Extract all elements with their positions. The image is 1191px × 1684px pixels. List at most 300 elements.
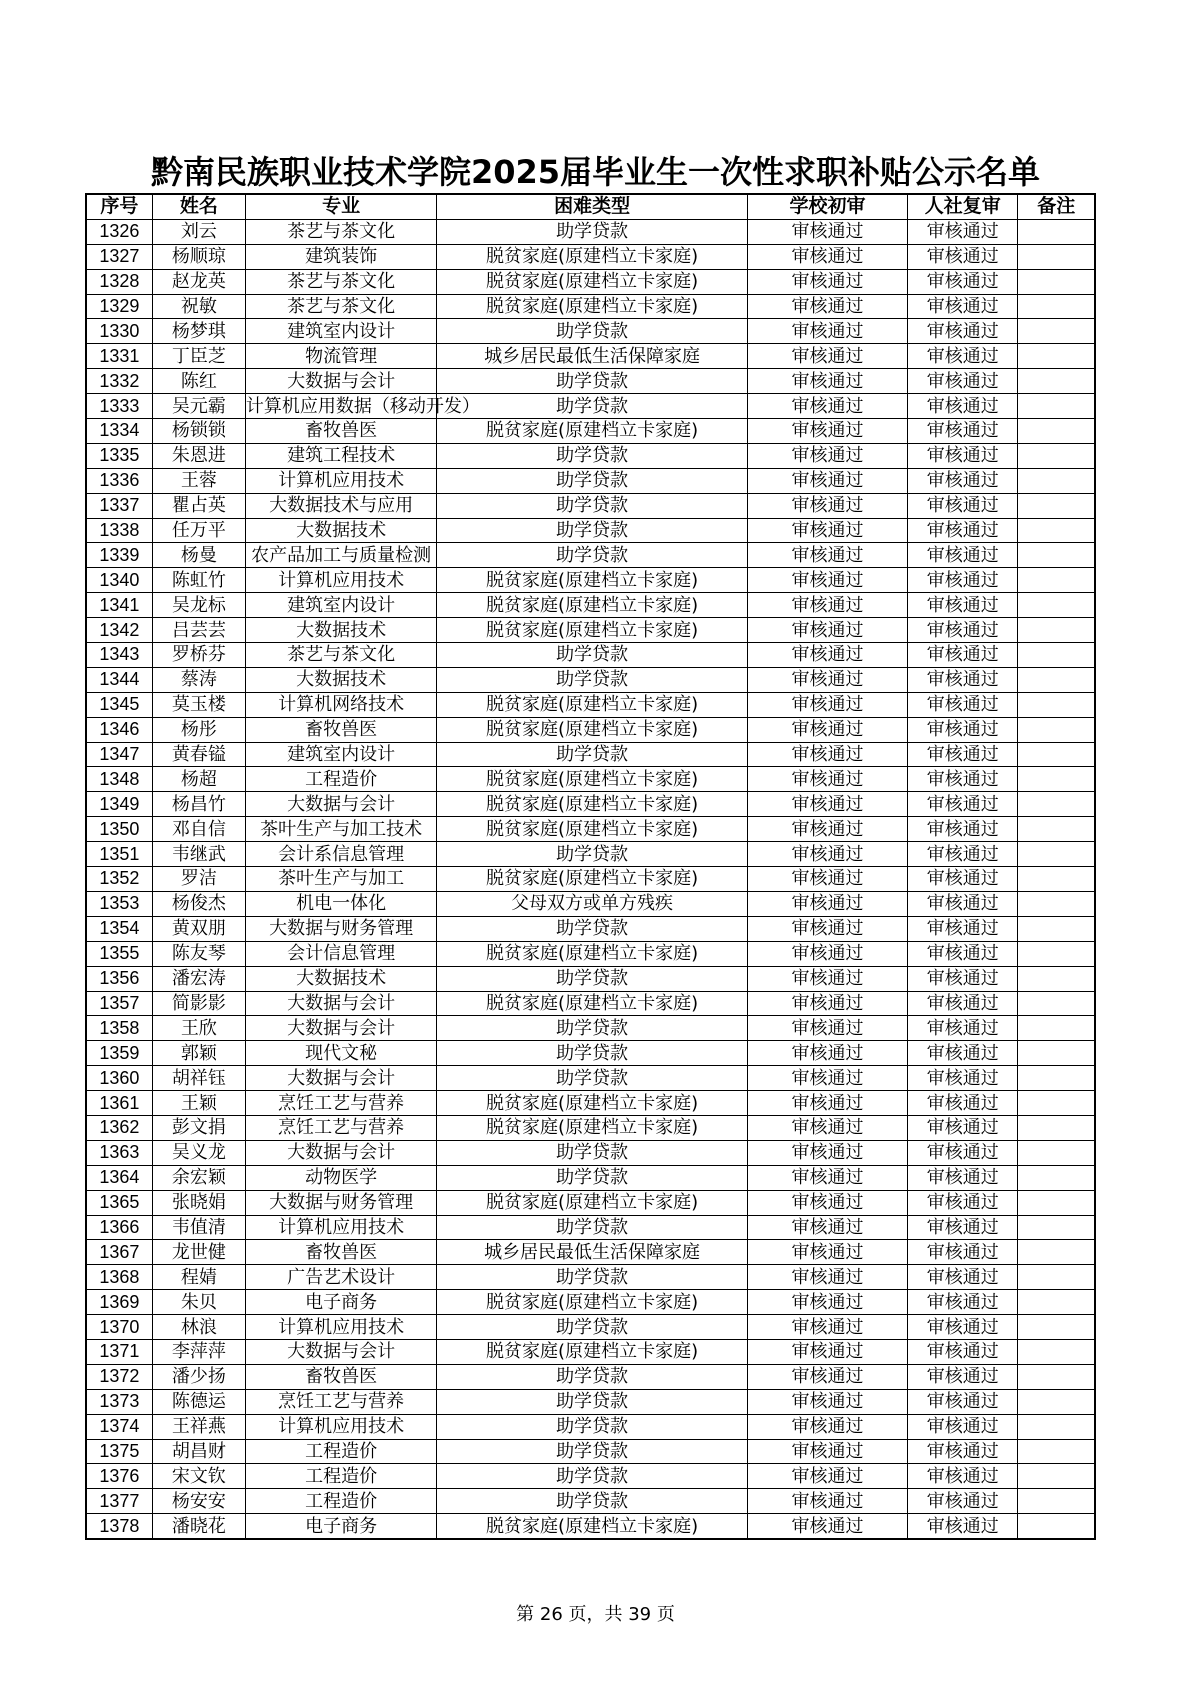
cell-index: 1334	[86, 419, 152, 444]
cell-remarks	[1018, 1290, 1095, 1315]
cell-school-review: 审核通过	[747, 1190, 907, 1215]
cell-name: 韦继武	[152, 842, 245, 867]
subsidy-roster-table	[85, 193, 1096, 1540]
cell-hardship-type: 脱贫家庭(原建档立卡家庭)	[437, 593, 747, 618]
cell-hardship-type: 助学贷款	[437, 667, 747, 692]
cell-index: 1369	[86, 1290, 152, 1315]
cell-school-review: 审核通过	[747, 593, 907, 618]
cell-major: 大数据与会计	[245, 369, 437, 394]
cell-remarks	[1018, 1016, 1095, 1041]
cell-major: 大数据与会计	[245, 1140, 437, 1165]
table-body	[86, 219, 1095, 1539]
cell-major: 工程造价	[245, 1489, 437, 1514]
cell-hr-review: 审核通过	[908, 593, 1018, 618]
cell-major: 茶艺与茶文化	[245, 219, 437, 244]
table-row	[86, 1041, 1095, 1066]
cell-school-review: 审核通过	[747, 1240, 907, 1265]
cell-name: 丁臣芝	[152, 344, 245, 369]
cell-major: 大数据与会计	[245, 1339, 437, 1364]
table-row	[86, 767, 1095, 792]
cell-remarks	[1018, 419, 1095, 444]
cell-hr-review: 审核通过	[908, 1514, 1018, 1539]
cell-index: 1338	[86, 518, 152, 543]
cell-hardship-type: 脱贫家庭(原建档立卡家庭)	[437, 269, 747, 294]
cell-remarks	[1018, 1240, 1095, 1265]
table-row	[86, 369, 1095, 394]
cell-hardship-type: 助学贷款	[437, 1439, 747, 1464]
cell-remarks	[1018, 543, 1095, 568]
cell-remarks	[1018, 468, 1095, 493]
cell-school-review: 审核通过	[747, 1091, 907, 1116]
column-header-hr-review: 人社复审	[908, 194, 1018, 219]
cell-name: 王祥燕	[152, 1414, 245, 1439]
table-row	[86, 518, 1095, 543]
cell-name: 邓自信	[152, 817, 245, 842]
table-row	[86, 394, 1095, 419]
cell-index: 1336	[86, 468, 152, 493]
cell-hardship-type: 助学贷款	[437, 1464, 747, 1489]
cell-remarks	[1018, 319, 1095, 344]
table-row	[86, 1364, 1095, 1389]
cell-hr-review: 审核通过	[908, 493, 1018, 518]
cell-index: 1353	[86, 891, 152, 916]
cell-hardship-type: 脱贫家庭(原建档立卡家庭)	[437, 941, 747, 966]
column-header-remarks: 备注	[1018, 194, 1095, 219]
table-row	[86, 443, 1095, 468]
cell-index: 1357	[86, 991, 152, 1016]
cell-remarks	[1018, 1066, 1095, 1091]
table-row	[86, 1290, 1095, 1315]
table-row	[86, 319, 1095, 344]
cell-hardship-type: 助学贷款	[437, 1265, 747, 1290]
column-header-index: 序号	[86, 194, 152, 219]
cell-name: 林浪	[152, 1315, 245, 1340]
cell-hr-review: 审核通过	[908, 667, 1018, 692]
cell-remarks	[1018, 1489, 1095, 1514]
table-row	[86, 1190, 1095, 1215]
cell-hardship-type: 脱贫家庭(原建档立卡家庭)	[437, 244, 747, 269]
cell-major: 茶叶生产与加工技术	[245, 817, 437, 842]
cell-remarks	[1018, 667, 1095, 692]
cell-remarks	[1018, 1514, 1095, 1539]
cell-name: 陈友琴	[152, 941, 245, 966]
cell-hr-review: 审核通过	[908, 1091, 1018, 1116]
cell-index: 1362	[86, 1115, 152, 1140]
cell-school-review: 审核通过	[747, 1140, 907, 1165]
cell-school-review: 审核通过	[747, 891, 907, 916]
cell-name: 韦值清	[152, 1215, 245, 1240]
table-row	[86, 916, 1095, 941]
cell-hardship-type: 助学贷款	[437, 1315, 747, 1340]
table-row	[86, 219, 1095, 244]
cell-hr-review: 审核通过	[908, 867, 1018, 892]
cell-name: 李萍萍	[152, 1339, 245, 1364]
cell-index: 1330	[86, 319, 152, 344]
cell-remarks	[1018, 692, 1095, 717]
cell-hardship-type: 城乡居民最低生活保障家庭	[437, 344, 747, 369]
cell-remarks	[1018, 767, 1095, 792]
cell-remarks	[1018, 1115, 1095, 1140]
cell-hardship-type: 城乡居民最低生活保障家庭	[437, 1240, 747, 1265]
cell-hardship-type: 脱贫家庭(原建档立卡家庭)	[437, 568, 747, 593]
cell-hr-review: 审核通过	[908, 891, 1018, 916]
table-row	[86, 244, 1095, 269]
cell-name: 龙世健	[152, 1240, 245, 1265]
cell-name: 罗洁	[152, 867, 245, 892]
cell-hardship-type: 助学贷款	[437, 493, 747, 518]
page-number-footer: 第 26 页，共 39 页	[516, 1604, 675, 1625]
cell-school-review: 审核通过	[747, 294, 907, 319]
cell-remarks	[1018, 643, 1095, 668]
cell-major: 茶艺与茶文化	[245, 269, 437, 294]
cell-hr-review: 审核通过	[908, 817, 1018, 842]
cell-remarks	[1018, 1339, 1095, 1364]
cell-name: 潘晓花	[152, 1514, 245, 1539]
cell-name: 黄春镒	[152, 742, 245, 767]
table-row	[86, 1066, 1095, 1091]
column-header-name: 姓名	[152, 194, 245, 219]
cell-name: 罗桥芬	[152, 643, 245, 668]
table-row	[86, 1165, 1095, 1190]
cell-school-review: 审核通过	[747, 792, 907, 817]
cell-index: 1378	[86, 1514, 152, 1539]
cell-name: 吴义龙	[152, 1140, 245, 1165]
cell-major: 畜牧兽医	[245, 717, 437, 742]
cell-school-review: 审核通过	[747, 1414, 907, 1439]
cell-hardship-type: 助学贷款	[437, 1489, 747, 1514]
cell-major: 大数据技术	[245, 667, 437, 692]
cell-hardship-type: 助学贷款	[437, 1364, 747, 1389]
cell-major: 计算机应用技术	[245, 568, 437, 593]
cell-hr-review: 审核通过	[908, 1240, 1018, 1265]
cell-hardship-type: 脱贫家庭(原建档立卡家庭)	[437, 991, 747, 1016]
cell-major: 大数据技术	[245, 966, 437, 991]
cell-name: 彭文捐	[152, 1115, 245, 1140]
cell-school-review: 审核通过	[747, 1115, 907, 1140]
cell-remarks	[1018, 1315, 1095, 1340]
cell-hr-review: 审核通过	[908, 269, 1018, 294]
cell-major: 电子商务	[245, 1514, 437, 1539]
cell-remarks	[1018, 1190, 1095, 1215]
cell-school-review: 审核通过	[747, 1489, 907, 1514]
table-row	[86, 842, 1095, 867]
cell-index: 1363	[86, 1140, 152, 1165]
cell-hr-review: 审核通过	[908, 1489, 1018, 1514]
cell-name: 杨锁锁	[152, 419, 245, 444]
cell-major: 大数据技术	[245, 618, 437, 643]
cell-name: 杨曼	[152, 543, 245, 568]
table-row	[86, 493, 1095, 518]
cell-index: 1340	[86, 568, 152, 593]
cell-hr-review: 审核通过	[908, 692, 1018, 717]
table-row	[86, 792, 1095, 817]
cell-school-review: 审核通过	[747, 468, 907, 493]
cell-index: 1341	[86, 593, 152, 618]
cell-school-review: 审核通过	[747, 1041, 907, 1066]
cell-name: 黄双朋	[152, 916, 245, 941]
cell-major: 会计信息管理	[245, 941, 437, 966]
cell-hr-review: 审核通过	[908, 1290, 1018, 1315]
cell-school-review: 审核通过	[747, 692, 907, 717]
cell-index: 1335	[86, 443, 152, 468]
cell-hardship-type: 助学贷款	[437, 1215, 747, 1240]
cell-hr-review: 审核通过	[908, 1215, 1018, 1240]
cell-hardship-type: 助学贷款	[437, 1140, 747, 1165]
cell-school-review: 审核通过	[747, 219, 907, 244]
cell-hardship-type: 脱贫家庭(原建档立卡家庭)	[437, 692, 747, 717]
cell-index: 1373	[86, 1389, 152, 1414]
cell-name: 蔡涛	[152, 667, 245, 692]
cell-hr-review: 审核通过	[908, 518, 1018, 543]
table-row	[86, 941, 1095, 966]
cell-index: 1342	[86, 618, 152, 643]
cell-major: 农产品加工与质量检测	[245, 543, 437, 568]
table-row	[86, 1339, 1095, 1364]
cell-school-review: 审核通过	[747, 941, 907, 966]
cell-remarks	[1018, 1464, 1095, 1489]
cell-school-review: 审核通过	[747, 518, 907, 543]
cell-hr-review: 审核通过	[908, 1066, 1018, 1091]
table-row	[86, 643, 1095, 668]
cell-index: 1327	[86, 244, 152, 269]
cell-hr-review: 审核通过	[908, 319, 1018, 344]
cell-hardship-type: 助学贷款	[437, 966, 747, 991]
cell-name: 陈德运	[152, 1389, 245, 1414]
table-row	[86, 1414, 1095, 1439]
cell-major: 畜牧兽医	[245, 419, 437, 444]
cell-name: 杨彤	[152, 717, 245, 742]
cell-school-review: 审核通过	[747, 1290, 907, 1315]
cell-major: 现代文秘	[245, 1041, 437, 1066]
cell-school-review: 审核通过	[747, 618, 907, 643]
cell-index: 1351	[86, 842, 152, 867]
cell-hr-review: 审核通过	[908, 1364, 1018, 1389]
cell-name: 杨梦琪	[152, 319, 245, 344]
cell-major: 大数据与会计	[245, 1016, 437, 1041]
cell-school-review: 审核通过	[747, 717, 907, 742]
cell-school-review: 审核通过	[747, 419, 907, 444]
cell-school-review: 审核通过	[747, 568, 907, 593]
cell-hr-review: 审核通过	[908, 618, 1018, 643]
cell-index: 1372	[86, 1364, 152, 1389]
cell-school-review: 审核通过	[747, 1514, 907, 1539]
cell-remarks	[1018, 518, 1095, 543]
table-row	[86, 1140, 1095, 1165]
cell-index: 1333	[86, 394, 152, 419]
cell-hardship-type: 助学贷款	[437, 1414, 747, 1439]
cell-name: 潘少扬	[152, 1364, 245, 1389]
cell-major: 大数据与会计	[245, 1066, 437, 1091]
cell-hr-review: 审核通过	[908, 468, 1018, 493]
cell-school-review: 审核通过	[747, 643, 907, 668]
cell-index: 1345	[86, 692, 152, 717]
cell-major: 广告艺术设计	[245, 1265, 437, 1290]
cell-name: 吴龙标	[152, 593, 245, 618]
cell-name: 宋文钦	[152, 1464, 245, 1489]
cell-hardship-type: 助学贷款	[437, 643, 747, 668]
cell-major: 大数据与财务管理	[245, 916, 437, 941]
cell-name: 王蓉	[152, 468, 245, 493]
cell-hr-review: 审核通过	[908, 916, 1018, 941]
cell-hr-review: 审核通过	[908, 643, 1018, 668]
cell-remarks	[1018, 1439, 1095, 1464]
cell-hardship-type: 助学贷款	[437, 219, 747, 244]
cell-school-review: 审核通过	[747, 1016, 907, 1041]
cell-name: 任万平	[152, 518, 245, 543]
cell-school-review: 审核通过	[747, 1165, 907, 1190]
table-row	[86, 1489, 1095, 1514]
cell-index: 1347	[86, 742, 152, 767]
column-header-major: 专业	[245, 194, 437, 219]
table-row	[86, 1389, 1095, 1414]
cell-hr-review: 审核通过	[908, 966, 1018, 991]
cell-hr-review: 审核通过	[908, 1439, 1018, 1464]
cell-name: 杨俊杰	[152, 891, 245, 916]
cell-remarks	[1018, 1041, 1095, 1066]
table-row	[86, 344, 1095, 369]
cell-school-review: 审核通过	[747, 867, 907, 892]
cell-name: 王颖	[152, 1091, 245, 1116]
cell-school-review: 审核通过	[747, 916, 907, 941]
cell-school-review: 审核通过	[747, 842, 907, 867]
cell-remarks	[1018, 1215, 1095, 1240]
cell-hr-review: 审核通过	[908, 792, 1018, 817]
cell-name: 杨安安	[152, 1489, 245, 1514]
cell-major: 茶艺与茶文化	[245, 643, 437, 668]
column-header-school-review: 学校初审	[747, 194, 907, 219]
cell-school-review: 审核通过	[747, 543, 907, 568]
cell-name: 胡祥钰	[152, 1066, 245, 1091]
cell-school-review: 审核通过	[747, 1439, 907, 1464]
cell-major: 烹饪工艺与营养	[245, 1389, 437, 1414]
cell-index: 1367	[86, 1240, 152, 1265]
cell-name: 陈红	[152, 369, 245, 394]
table-row	[86, 717, 1095, 742]
cell-hardship-type: 助学贷款	[437, 518, 747, 543]
cell-school-review: 审核通过	[747, 667, 907, 692]
cell-major: 茶叶生产与加工	[245, 867, 437, 892]
cell-hr-review: 审核通过	[908, 717, 1018, 742]
cell-school-review: 审核通过	[747, 369, 907, 394]
cell-name: 朱恩进	[152, 443, 245, 468]
cell-name: 潘宏涛	[152, 966, 245, 991]
cell-school-review: 审核通过	[747, 966, 907, 991]
cell-hr-review: 审核通过	[908, 1414, 1018, 1439]
cell-school-review: 审核通过	[747, 1339, 907, 1364]
cell-remarks	[1018, 1165, 1095, 1190]
table-row	[86, 618, 1095, 643]
cell-index: 1365	[86, 1190, 152, 1215]
cell-major: 建筑装饰	[245, 244, 437, 269]
cell-hr-review: 审核通过	[908, 219, 1018, 244]
cell-hr-review: 审核通过	[908, 419, 1018, 444]
cell-index: 1346	[86, 717, 152, 742]
cell-hardship-type: 助学贷款	[437, 916, 747, 941]
cell-name: 程婧	[152, 1265, 245, 1290]
cell-index: 1377	[86, 1489, 152, 1514]
cell-hardship-type: 助学贷款	[437, 319, 747, 344]
cell-major: 工程造价	[245, 1464, 437, 1489]
table-row	[86, 891, 1095, 916]
table-row	[86, 667, 1095, 692]
cell-hardship-type: 脱贫家庭(原建档立卡家庭)	[437, 867, 747, 892]
table-row	[86, 568, 1095, 593]
cell-hardship-type: 助学贷款	[437, 1389, 747, 1414]
cell-name: 简影影	[152, 991, 245, 1016]
cell-hardship-type: 脱贫家庭(原建档立卡家庭)	[437, 1290, 747, 1315]
cell-name: 祝敏	[152, 294, 245, 319]
table-header-row	[86, 194, 1095, 219]
cell-school-review: 审核通过	[747, 1215, 907, 1240]
cell-name: 朱贝	[152, 1290, 245, 1315]
table-row	[86, 1016, 1095, 1041]
cell-major: 畜牧兽医	[245, 1364, 437, 1389]
cell-name: 郭颖	[152, 1041, 245, 1066]
cell-major: 计算机应用技术	[245, 1315, 437, 1340]
cell-name: 胡昌财	[152, 1439, 245, 1464]
cell-index: 1337	[86, 493, 152, 518]
cell-hardship-type: 助学贷款	[437, 1165, 747, 1190]
cell-hardship-type: 脱贫家庭(原建档立卡家庭)	[437, 1115, 747, 1140]
table-row	[86, 1115, 1095, 1140]
cell-index: 1344	[86, 667, 152, 692]
cell-major: 烹饪工艺与营养	[245, 1115, 437, 1140]
cell-remarks	[1018, 618, 1095, 643]
cell-hardship-type: 脱贫家庭(原建档立卡家庭)	[437, 817, 747, 842]
cell-remarks	[1018, 891, 1095, 916]
cell-index: 1352	[86, 867, 152, 892]
cell-index: 1376	[86, 1464, 152, 1489]
cell-hardship-type: 脱贫家庭(原建档立卡家庭)	[437, 717, 747, 742]
cell-hr-review: 审核通过	[908, 842, 1018, 867]
cell-hr-review: 审核通过	[908, 991, 1018, 1016]
cell-name: 杨顺琼	[152, 244, 245, 269]
cell-hr-review: 审核通过	[908, 443, 1018, 468]
cell-school-review: 审核通过	[747, 742, 907, 767]
cell-major: 电子商务	[245, 1290, 437, 1315]
cell-name: 吕芸芸	[152, 618, 245, 643]
cell-remarks	[1018, 493, 1095, 518]
cell-remarks	[1018, 1140, 1095, 1165]
table-row	[86, 1215, 1095, 1240]
table-row	[86, 1240, 1095, 1265]
cell-index: 1354	[86, 916, 152, 941]
cell-remarks	[1018, 244, 1095, 269]
cell-major: 物流管理	[245, 344, 437, 369]
table-row	[86, 1315, 1095, 1340]
cell-index: 1358	[86, 1016, 152, 1041]
cell-school-review: 审核通过	[747, 991, 907, 1016]
cell-remarks	[1018, 916, 1095, 941]
cell-major: 大数据与财务管理	[245, 1190, 437, 1215]
cell-major: 大数据与会计	[245, 991, 437, 1016]
cell-hardship-type: 脱贫家庭(原建档立卡家庭)	[437, 1091, 747, 1116]
cell-major: 大数据技术与应用	[245, 493, 437, 518]
cell-index: 1326	[86, 219, 152, 244]
cell-index: 1328	[86, 269, 152, 294]
cell-index: 1355	[86, 941, 152, 966]
cell-hardship-type: 脱贫家庭(原建档立卡家庭)	[437, 1514, 747, 1539]
cell-school-review: 审核通过	[747, 493, 907, 518]
cell-school-review: 审核通过	[747, 319, 907, 344]
cell-index: 1366	[86, 1215, 152, 1240]
cell-school-review: 审核通过	[747, 767, 907, 792]
cell-major: 大数据技术	[245, 518, 437, 543]
cell-major: 建筑室内设计	[245, 319, 437, 344]
cell-index: 1331	[86, 344, 152, 369]
table-row	[86, 419, 1095, 444]
table-row	[86, 1439, 1095, 1464]
